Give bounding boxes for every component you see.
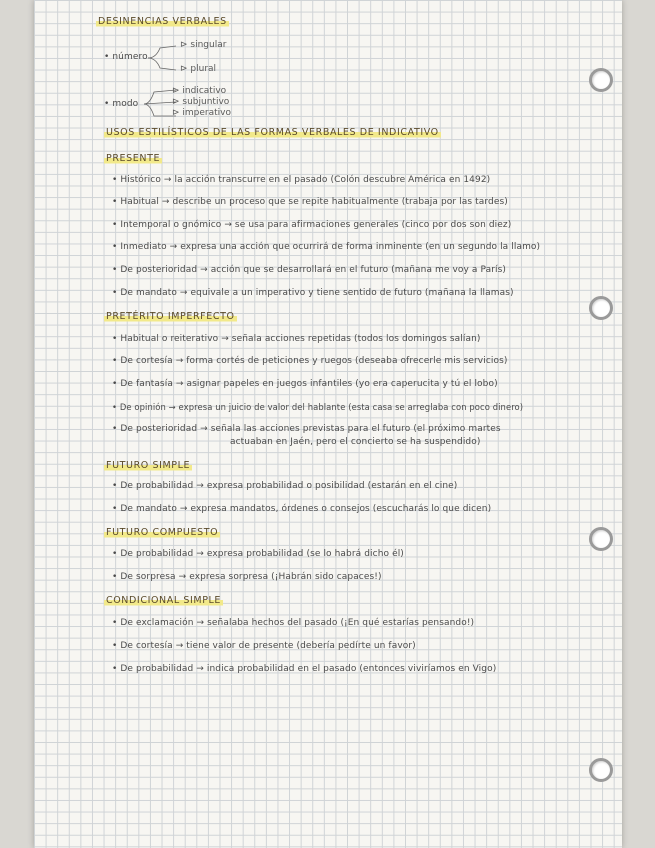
futuro-simple-item-2-text: De mandato → expresa mandatos, órdenes o consejos (escucharás lo que dicen) [120, 504, 492, 514]
modo-text: modo [112, 99, 139, 109]
section-heading-condicional-simple: CONDICIONAL SIMPLE [106, 595, 222, 606]
presente-item-4: • Inmediato → expresa una acción que ocurrirá de forma inminente (en un segundo la llamo) [112, 242, 541, 252]
presente-item-3: • Intemporal o gnómico → se usa para afirmaciones generales (cinco por dos son diez) [112, 220, 512, 230]
futuro-simple-item-1: • De probabilidad → expresa probabilidad o posibilidad (estarán en el cine) [112, 481, 458, 491]
modo-branch-3-text: imperativo [182, 108, 232, 118]
usos-title: USOS ESTILÍSTICOS DE LAS FORMAS VERBALES DE INDICATIVO [106, 127, 439, 138]
binder-hole [589, 758, 613, 782]
presente-item-2-text: Habitual → describe un proceso que se repite habitualmente (trabaja por las tardes) [120, 197, 508, 207]
section-heading-preterito-imperfecto: PRETÉRITO IMPERFECTO [106, 311, 235, 322]
imperfecto-item-5-continued: actuaban en Jaén, pero el concierto se ha suspendido) [230, 437, 481, 447]
condicional-item-1: • De exclamación → señalaba hechos del pasado (¡En qué estarías pensando!) [112, 618, 475, 628]
modo-branch-1-text: indicativo [182, 86, 227, 96]
numero-branch-2: ⊳ plural [180, 64, 217, 74]
binder-hole [589, 68, 613, 92]
presente-item-2: • Habitual → describe un proceso que se repite habitualmente (trabaja por las tardes) [112, 197, 508, 207]
modo-label: • modo [104, 99, 139, 109]
futuro-compuesto-item-2: • De sorpresa → expresa sorpresa (¡Habrán sido capaces!) [112, 572, 382, 582]
imperfecto-item-3: • De fantasía → asignar papeles en juegos infantiles (yo era caperucita y tú el lobo) [112, 379, 498, 389]
futuro-compuesto-item-1: • De probabilidad → expresa probabilidad (se lo habrá dicho él) [112, 549, 404, 559]
modo-branch-1: ⊳ indicativo [172, 86, 227, 96]
condicional-item-1-text: De exclamación → señalaba hechos del pasado (¡En qué estarías pensando!) [120, 618, 475, 628]
modo-branch-3: ⊳ imperativo [172, 108, 232, 118]
condicional-item-2: • De cortesía → tiene valor de presente (debería pedírte un favor) [112, 641, 416, 651]
presente-item-5-text: De posterioridad → acción que se desarrollará en el futuro (mañana me voy a París) [120, 265, 507, 275]
futuro-compuesto-item-2-text: De sorpresa → expresa sorpresa (¡Habrán sido capaces!) [120, 572, 382, 582]
presente-item-6-text: De mandato → equivale a un imperativo y tiene sentido de futuro (mañana la llamas) [120, 288, 514, 298]
modo-branch-2: ⊳ subjuntivo [172, 97, 230, 107]
presente-item-1: • Histórico → la acción transcurre en el pasado (Colón descubre América en 1492) [112, 175, 491, 185]
numero-branch-1-text: singular [190, 40, 227, 50]
numero-branch-1: ⊳ singular [180, 40, 227, 50]
imperfecto-item-1: • Habitual o reiterativo → señala acciones repetidas (todos los domingos salían) [112, 334, 481, 344]
binder-hole [589, 296, 613, 320]
imperfecto-item-5: • De posterioridad → señala las acciones previstas para el futuro (el próximo martes [112, 424, 501, 434]
futuro-compuesto-item-1-text: De probabilidad → expresa probabilidad (se lo habrá dicho él) [120, 549, 404, 559]
section-heading-presente: PRESENTE [106, 153, 161, 164]
notebook-page [34, 0, 622, 848]
presente-item-3-text: Intemporal o gnómico → se usa para afirmaciones generales (cinco por dos son diez) [120, 220, 512, 230]
imperfecto-item-1-text: Habitual o reiterativo → señala acciones repetidas (todos los domingos salían) [120, 334, 481, 344]
condicional-item-3-text: De probabilidad → indica probabilidad en el pasado (entonces viviríamos en Vigo) [120, 664, 497, 674]
numero-text: número [112, 52, 148, 62]
imperfecto-item-4-text: De opinión → expresa un juicio de valor del hablante (esta casa se arreglaba con poco dinero) [119, 402, 524, 412]
imperfecto-item-4: • De opinión → expresa un juicio de valor del hablante (esta casa se arreglaba con poco dinero) [112, 402, 524, 412]
section-heading-futuro-compuesto: FUTURO COMPUESTO [106, 527, 219, 538]
imperfecto-item-5-text: De posterioridad → señala las acciones previstas para el futuro (el próximo martes [120, 424, 501, 434]
condicional-item-2-text: De cortesía → tiene valor de presente (debería pedírte un favor) [120, 641, 416, 651]
imperfecto-item-2: • De cortesía → forma cortés de peticiones y ruegos (deseaba ofrecerle mis servicios) [112, 356, 508, 366]
numero-branch-2-text: plural [190, 64, 217, 74]
section-heading-futuro-simple: FUTURO SIMPLE [106, 460, 191, 471]
modo-branch-2-text: subjuntivo [182, 97, 230, 107]
imperfecto-item-2-text: De cortesía → forma cortés de peticiones y ruegos (deseaba ofrecerle mis servicios) [120, 356, 508, 366]
presente-item-6: • De mandato → equivale a un imperativo y tiene sentido de futuro (mañana la llamas) [112, 288, 514, 298]
futuro-simple-item-1-text: De probabilidad → expresa probabilidad o posibilidad (estarán en el cine) [120, 481, 458, 491]
condicional-item-3: • De probabilidad → indica probabilidad en el pasado (entonces viviríamos en Vigo) [112, 664, 497, 674]
presente-item-5: • De posterioridad → acción que se desarrollará en el futuro (mañana me voy a París) [112, 265, 507, 275]
binder-hole [589, 527, 613, 551]
presente-item-4-text: Inmediato → expresa una acción que ocurrirá de forma inminente (en un segundo la llamo) [120, 242, 541, 252]
page-title: DESINENCIAS VERBALES [98, 16, 227, 27]
futuro-simple-item-2: • De mandato → expresa mandatos, órdenes o consejos (escucharás lo que dicen) [112, 504, 492, 514]
presente-item-1-text: Histórico → la acción transcurre en el pasado (Colón descubre América en 1492) [120, 175, 491, 185]
numero-label: • número [104, 52, 148, 62]
imperfecto-item-3-text: De fantasía → asignar papeles en juegos infantiles (yo era caperucita y tú el lobo) [120, 379, 498, 389]
